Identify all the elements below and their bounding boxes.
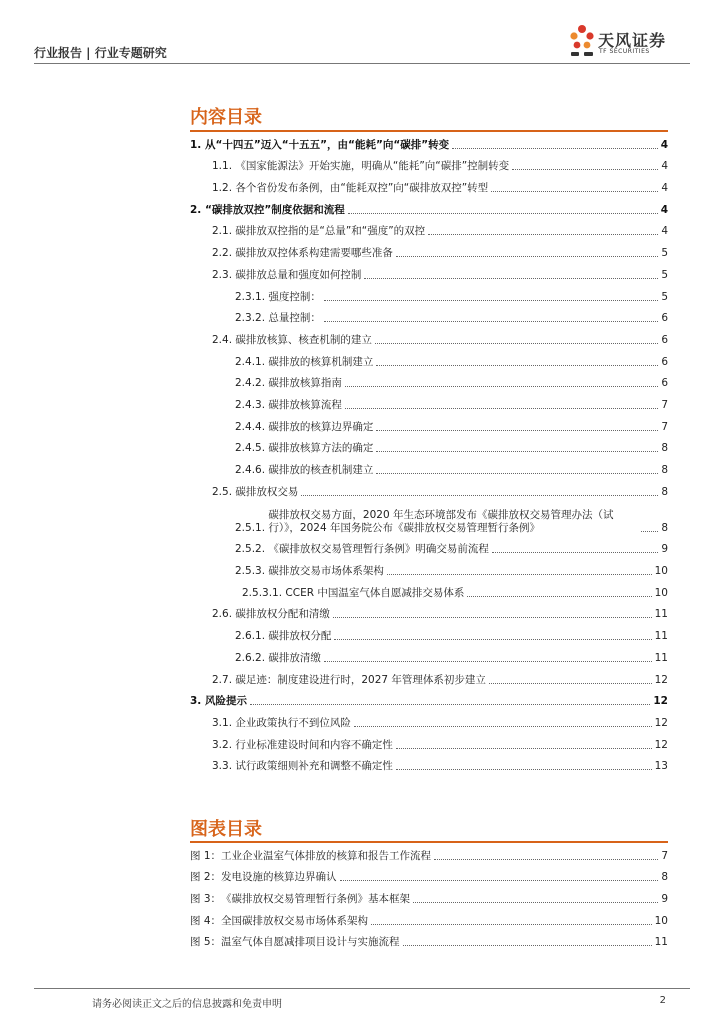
figure-entry[interactable] <box>190 906 668 928</box>
toc-entry-page: 11 <box>654 630 668 643</box>
toc-leader-dots <box>376 473 658 474</box>
toc-entry[interactable] <box>190 152 668 174</box>
toc-entry-title: 碳排放核算流程 <box>268 398 342 411</box>
toc-entry-title: 碳排放的核算边界确定 <box>268 420 374 433</box>
toc-leader-dots <box>345 386 658 387</box>
toc-entry[interactable] <box>190 130 668 152</box>
toc-entry-title: 碳足迹：制度建设进行时，2027 年管理体系初步建立 <box>235 673 486 686</box>
toc-entry-page: 4 <box>660 203 668 216</box>
toc-entry-page: 6 <box>661 333 668 346</box>
toc-entry-title: 强度控制： <box>268 290 321 303</box>
figure-entry-number: 图 5： <box>190 936 222 949</box>
toc-entry-title: 碳排放核算方法的确定 <box>268 442 374 455</box>
toc-entry-number: 2.4. <box>212 333 236 346</box>
figure-entry-number: 图 1： <box>190 849 222 862</box>
toc-entry[interactable] <box>190 621 668 643</box>
figure-entry-title: 发电设施的核算边界确认 <box>221 871 337 884</box>
toc-entry[interactable] <box>190 434 668 456</box>
toc-entry-title: 碳排放的核查机制建立 <box>268 464 374 476</box>
toc-entry[interactable] <box>190 238 668 260</box>
figure-entry-title: 温室气体自愿减排项目设计与实施流程 <box>221 936 400 949</box>
toc-leader-dots <box>345 408 658 409</box>
toc-leader-dots <box>387 574 652 575</box>
toc-entry-title: 从“十四五”迈入“十五五”，由“能耗”向“碳排”转变 <box>204 138 450 151</box>
figure-entry-number: 图 3： <box>190 893 222 906</box>
toc-entry-title: 总量控制： <box>268 312 321 325</box>
toc-entry-page: 8 <box>661 521 668 534</box>
figure-leader-dots <box>434 859 658 860</box>
toc-leader-dots <box>491 191 658 192</box>
toc-entry-number: 2. <box>190 203 205 216</box>
toc-leader-dots <box>396 748 652 749</box>
toc-entry-number: 1.2. <box>212 182 236 195</box>
toc-entry-page: 12 <box>654 738 668 751</box>
report-category-label: 行业报告 | 行业专题研究 <box>34 46 167 60</box>
figure-entry-number: 图 4： <box>190 914 222 927</box>
toc-entry-number: 2.4.5. <box>235 442 269 455</box>
figure-entry[interactable] <box>190 928 668 950</box>
toc-entry-title: 碳排放总量和强度如何控制 <box>235 268 362 281</box>
toc-entry-title: 《国家能源法》开始实施，明确从“能耗”向“碳排”控制转变 <box>235 160 510 173</box>
toc-entry-number: 2.5. <box>212 485 236 498</box>
toc-entry[interactable] <box>190 578 668 600</box>
toc-entry-title: 碳排放清缴 <box>268 651 321 664</box>
toc-entry-title: 碳排放核算、核查机制的建立 <box>235 333 372 346</box>
toc-entry[interactable] <box>190 304 668 326</box>
toc-leader-dots <box>250 704 650 705</box>
toc-entry[interactable] <box>190 687 668 709</box>
toc-entry-title: 《碳排放权交易管理暂行条例》明确交易前流程 <box>268 543 489 556</box>
toc-entry[interactable] <box>190 556 668 578</box>
figure-entry-page: 8 <box>661 871 668 884</box>
logo-name-en: TF SECURITIES <box>599 48 650 55</box>
toc-entry-number: 2.7. <box>212 673 236 686</box>
toc-leader-dots <box>376 365 658 366</box>
company-logo <box>568 22 688 62</box>
toc-entry-number: 2.3.2. <box>235 312 269 325</box>
figure-entry-title: 工业企业温室气体排放的核算和报告工作流程 <box>221 849 432 862</box>
toc-entry-number: 2.5.2. <box>235 543 269 556</box>
toc-leader-dots <box>364 278 658 279</box>
toc-entry-page: 4 <box>661 225 668 238</box>
toc-entry[interactable] <box>190 195 668 217</box>
toc-leader-dots <box>512 169 658 170</box>
toc-leader-dots <box>334 639 651 640</box>
toc-entry-title: 各个省份发布条例，由“能耗双控”向“碳排放双控”转型 <box>235 182 489 195</box>
toc-entry-number: 2.1. <box>212 225 236 238</box>
toc-entry[interactable] <box>190 173 668 195</box>
figure-leader-dots <box>413 902 658 903</box>
toc-entry[interactable] <box>190 477 668 499</box>
figure-entry-page: 11 <box>654 936 668 949</box>
toc-entry-number: 2.5.3.1. <box>242 586 286 599</box>
toc-leader-dots <box>452 148 658 149</box>
toc-entry-number: 2.5.1. <box>235 521 269 534</box>
toc-leader-dots <box>324 321 658 322</box>
toc-entry-page: 12 <box>654 716 668 729</box>
figure-entry-page: 9 <box>661 893 668 906</box>
figure-entry[interactable] <box>190 841 668 863</box>
toc-entry-number: 3.1. <box>212 716 236 729</box>
toc-entry-page: 6 <box>661 312 668 325</box>
toc-list <box>190 130 668 773</box>
toc-entry-number: 2.4.3. <box>235 398 269 411</box>
figure-entry-number: 图 2： <box>190 871 222 884</box>
figure-entry-page: 7 <box>661 849 668 862</box>
toc-entry-number: 2.3.1. <box>235 290 269 303</box>
toc-entry-page: 6 <box>661 377 668 390</box>
toc-entry-title: 风险提示 <box>204 695 247 708</box>
toc-entry-page: 11 <box>654 608 668 621</box>
toc-entry-number: 3.2. <box>212 738 236 751</box>
toc-leader-dots <box>376 451 658 452</box>
toc-entry-number: 3. <box>190 695 205 708</box>
toc-entry-title: 碳排放核算指南 <box>268 377 342 390</box>
toc-entry-title: 碳排放交易市场体系架构 <box>268 565 384 578</box>
toc-entry[interactable] <box>190 347 668 369</box>
toc-entry[interactable] <box>190 217 668 239</box>
logo-name-cn: 天风证券 <box>598 31 667 50</box>
toc-entry-page: 4 <box>660 138 668 151</box>
page-number: 2 <box>659 995 666 1006</box>
toc-entry[interactable] <box>190 369 668 391</box>
disclaimer-text: 请务必阅读正文之后的信息披露和免责申明 <box>92 999 282 1010</box>
toc-entry-number: 2.6. <box>212 608 236 621</box>
toc-entry-page: 10 <box>654 586 668 599</box>
toc-leader-dots <box>489 683 652 684</box>
toc-leader-dots <box>324 661 652 662</box>
toc-entry[interactable] <box>190 260 668 282</box>
toc-entry[interactable] <box>190 499 668 535</box>
toc-entry-number: 2.6.2. <box>235 651 269 664</box>
toc-entry-number: 3.3. <box>212 760 236 773</box>
toc-entry-page: 8 <box>661 485 668 498</box>
header-divider <box>34 63 690 64</box>
toc-entry[interactable] <box>190 455 668 477</box>
toc-leader-dots <box>428 234 658 235</box>
toc-leader-dots <box>333 617 652 618</box>
toc-leader-dots <box>376 430 658 431</box>
toc-entry[interactable] <box>190 282 668 304</box>
toc-entry[interactable] <box>190 325 668 347</box>
toc-entry-title: CCER 中国温室气体自愿减排交易体系 <box>285 586 465 599</box>
figure-list-title: 图表目录 <box>190 819 262 840</box>
tf-logo-icon <box>568 24 596 60</box>
toc-entry-number: 1. <box>190 138 205 151</box>
toc-leader-dots <box>301 495 658 496</box>
toc-leader-dots <box>375 343 658 344</box>
figure-list <box>190 841 668 949</box>
toc-entry-number: 2.4.2. <box>235 377 269 390</box>
toc-entry-page: 4 <box>661 160 668 173</box>
toc-entry-page: 8 <box>661 442 668 455</box>
toc-entry-page: 11 <box>654 651 668 664</box>
toc-entry-number: 2.4.1. <box>235 355 269 368</box>
toc-entry-page: 6 <box>661 355 668 368</box>
figure-entry[interactable] <box>190 863 668 885</box>
toc-entry-title: 行业标准建设时间和内容不确定性 <box>235 738 393 751</box>
toc-entry-title: 碳排放权分配和清缴 <box>235 608 330 621</box>
toc-leader-dots <box>396 256 658 257</box>
toc-leader-dots <box>324 300 658 301</box>
toc-entry-page: 12 <box>654 673 668 686</box>
toc-entry-title: 碳排放权交易 <box>235 485 299 498</box>
toc-entry[interactable] <box>190 600 668 622</box>
toc-leader-dots <box>348 213 658 214</box>
toc-leader-dots <box>641 531 658 532</box>
toc-entry-number: 2.5.3. <box>235 565 269 578</box>
toc-entry[interactable] <box>190 752 668 774</box>
toc-entry-page: 5 <box>661 290 668 303</box>
toc-entry-page: 13 <box>654 760 668 773</box>
toc-entry-title: “碳排放双控”制度依据和流程 <box>204 203 345 216</box>
toc-entry-page: 4 <box>661 182 668 195</box>
footer-divider <box>34 988 690 989</box>
toc-entry[interactable] <box>190 535 668 557</box>
toc-title: 内容目录 <box>190 107 262 128</box>
toc-entry-title: 碳排放权分配 <box>268 630 332 643</box>
figure-entry-page: 10 <box>654 914 668 927</box>
figure-entry[interactable] <box>190 884 668 906</box>
toc-entry-number: 1.1. <box>212 160 236 173</box>
toc-entry-title: 碳排放的核算机制建立 <box>268 355 374 368</box>
toc-entry-page: 8 <box>661 464 668 476</box>
toc-entry-number: 2.4.4. <box>235 420 269 433</box>
figure-leader-dots <box>371 924 652 925</box>
toc-entry[interactable] <box>190 665 668 687</box>
toc-leader-dots <box>492 552 658 553</box>
toc-entry-page: 10 <box>654 565 668 578</box>
toc-entry-title: 企业政策执行不到位风险 <box>235 716 351 729</box>
toc-entry-number: 2.3. <box>212 268 236 281</box>
figure-entry-title: 全国碳排放权交易市场体系架构 <box>221 914 369 927</box>
figure-entry-title: 《碳排放权交易管理暂行条例》基本框架 <box>221 893 411 906</box>
toc-entry-page: 5 <box>661 268 668 281</box>
toc-entry[interactable] <box>190 412 668 434</box>
toc-entry-number: 2.4.6. <box>235 464 269 476</box>
toc-entry-page: 9 <box>661 543 668 556</box>
toc-entry-number: 2.2. <box>212 247 236 260</box>
toc-entry[interactable] <box>190 730 668 752</box>
figure-leader-dots <box>340 880 659 881</box>
toc-entry-title: 试行政策细则补充和调整不确定性 <box>235 760 393 773</box>
toc-entry-title: 碳排放权交易方面，2020 年生态环境部发布《碳排放权交易管理办法（试行）》，2024 年国务院公布《碳排放权交易管理暂行条例》 <box>268 508 614 534</box>
toc-entry[interactable] <box>190 643 668 665</box>
figure-leader-dots <box>403 945 652 946</box>
toc-entry-title: 碳排放双控指的是“总量”和“强度”的双控 <box>235 225 426 238</box>
toc-entry-page: 7 <box>661 398 668 411</box>
toc-entry-page: 5 <box>661 247 668 260</box>
toc-entry-page: 7 <box>661 420 668 433</box>
toc-leader-dots <box>467 596 651 597</box>
toc-leader-dots <box>354 726 652 727</box>
toc-entry[interactable] <box>190 390 668 412</box>
toc-entry-page: 12 <box>653 695 668 708</box>
toc-leader-dots <box>396 769 652 770</box>
toc-entry[interactable] <box>190 708 668 730</box>
toc-entry-number: 2.6.1. <box>235 630 269 643</box>
toc-entry-title: 碳排放双控体系构建需要哪些准备 <box>235 247 393 260</box>
